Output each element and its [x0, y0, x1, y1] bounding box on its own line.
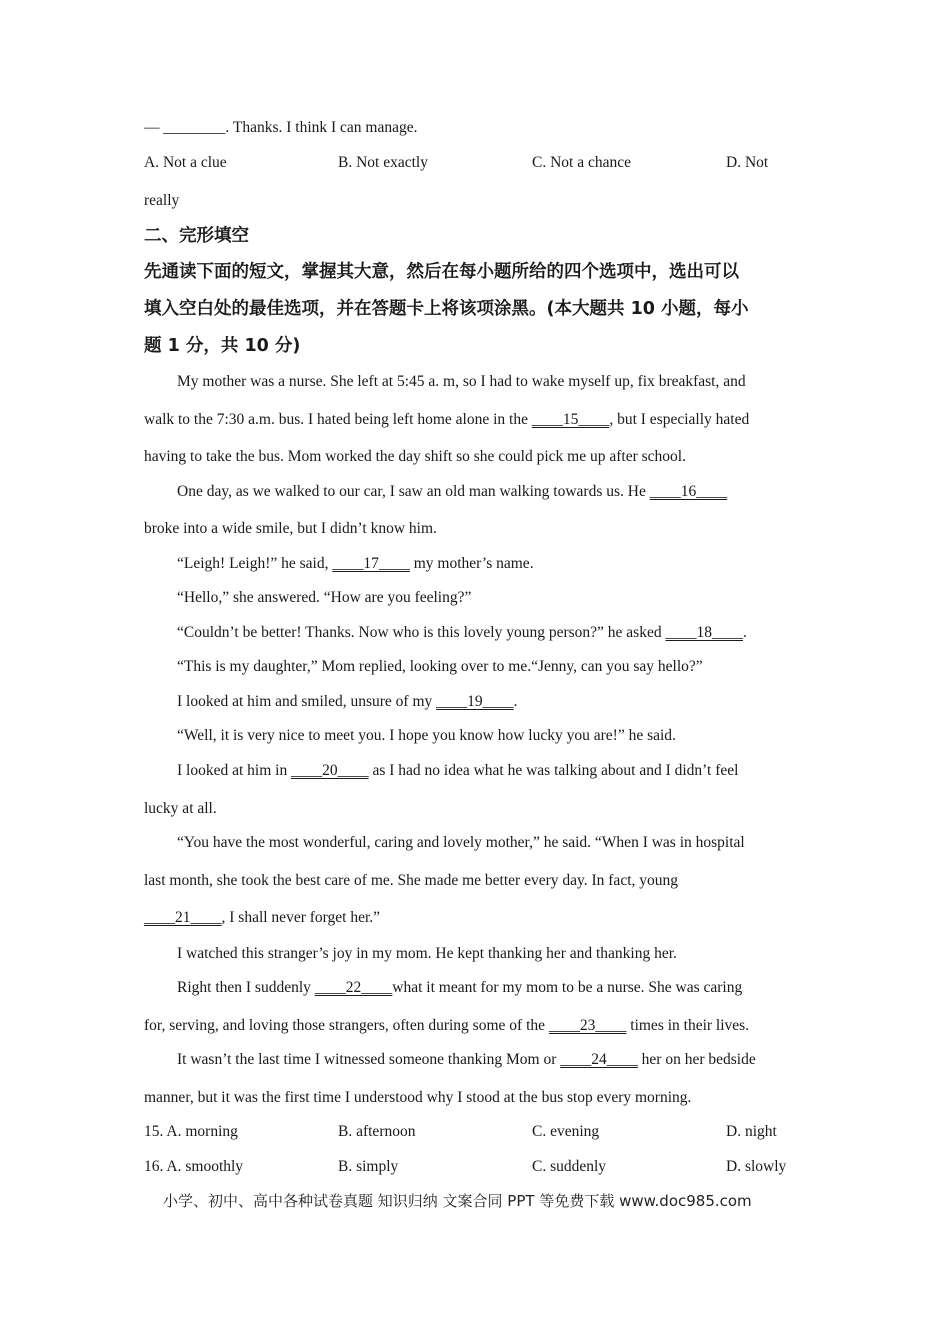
question-16-option-c: C. suddenly [532, 1158, 607, 1175]
question-15-option-a: 15. A. morning [144, 1123, 238, 1140]
passage-line: “Hello,” she answered. “How are you feeling?” [177, 589, 472, 606]
passage-line: “Couldn’t be better! Thanks. Now who is this lovely young person?” he asked ____18____. [177, 624, 747, 641]
blank-19: ____19____ [436, 693, 514, 710]
instructions-line-3: 题 1 分，共 10 分) [144, 336, 301, 356]
blank-22: ____22____ [314, 979, 393, 996]
passage-line: “Well, it is very nice to meet you. I hope you know how lucky you are!” he said. [177, 727, 676, 744]
passage-line: having to take the bus. Mom worked the day shift so she could pick me up after school. [144, 448, 686, 465]
passage-line: last month, she took the best care of me. She made me better every day. In fact, young [144, 872, 679, 889]
passage-line: My mother was a nurse. She left at 5:45 a. m, so I had to wake myself up, fix breakfast, and [177, 373, 746, 390]
option-a: A. Not a clue [144, 154, 227, 171]
blank-15: ____15____ [531, 411, 610, 428]
passage-line: “Leigh! Leigh!” he said, ____17____ my mother’s name. [177, 555, 534, 572]
question-15-option-c: C. evening [532, 1123, 600, 1140]
section-title: 二、完形填空 [144, 226, 249, 246]
option-d: D. Not [726, 154, 769, 171]
footer-watermark[interactable]: 小学、初中、高中各种试卷真题 知识归纳 文案合同 PPT 等免费下载 www.doc985.com [163, 1192, 752, 1210]
blank-16: ____16____ [649, 483, 728, 500]
passage-line: One day, as we walked to our car, I saw an old man walking towards us. He ____16____ [177, 483, 728, 500]
blank-23: ____23____ [548, 1017, 627, 1034]
passage-line: walk to the 7:30 a.m. bus. I hated being left home alone in the ____15____, but I especially hated [144, 411, 750, 428]
option-c: C. Not a chance [532, 154, 631, 171]
blank-17: ____17____ [332, 555, 410, 572]
question-15-option-b: B. afternoon [338, 1123, 416, 1140]
dialog-line: — ________. Thanks. I think I can manage. [144, 119, 418, 136]
blank-21: ____21____ [144, 909, 222, 926]
passage-line: lucky at all. [144, 800, 217, 817]
passage-line: I looked at him and smiled, unsure of my ____19____. [177, 693, 518, 710]
passage-line: I watched this stranger’s joy in my mom. He kept thanking her and thanking her. [177, 945, 677, 962]
passage-line: “You have the most wonderful, caring and lovely mother,” he said. “When I was in hospital [177, 834, 745, 851]
blank-20: ____20____ [291, 762, 369, 779]
passage-line: Right then I suddenly ____22____what it meant for my mom to be a nurse. She was caring [177, 979, 743, 996]
passage-line: ____21____, I shall never forget her.” [144, 909, 381, 926]
passage-line: It wasn’t the last time I witnessed someone thanking Mom or ____24____ her on her bedside [177, 1051, 756, 1068]
passage-line: for, serving, and loving those strangers, often during some of the ____23____ times in their lives. [144, 1017, 750, 1034]
passage-line: I looked at him in ____20____ as I had no idea what he was talking about and I didn’t feel [177, 762, 739, 779]
question-16-option-b: B. simply [338, 1158, 399, 1175]
option-d-wrap: really [144, 192, 180, 209]
blank-24: ____24____ [560, 1051, 638, 1068]
blank-18: ____18____ [665, 624, 743, 641]
instructions-line-1: 先通读下面的短文，掌握其大意，然后在每小题所给的四个选项中，选出可以 [144, 262, 739, 282]
passage-line: “This is my daughter,” Mom replied, looking over to me.“Jenny, can you say hello?” [177, 658, 703, 675]
question-16-option-d: D. slowly [726, 1158, 787, 1175]
passage-line: broke into a wide smile, but I didn’t know him. [144, 520, 437, 537]
question-15-option-d: D. night [726, 1123, 777, 1140]
option-b: B. Not exactly [338, 154, 428, 171]
passage-line: manner, but it was the first time I understood why I stood at the bus stop every morning. [144, 1089, 692, 1106]
question-16-option-a: 16. A. smoothly [144, 1158, 244, 1175]
instructions-line-2: 填入空白处的最佳选项，并在答题卡上将该项涂黑。(本大题共 10 小题，每小 [144, 299, 749, 319]
